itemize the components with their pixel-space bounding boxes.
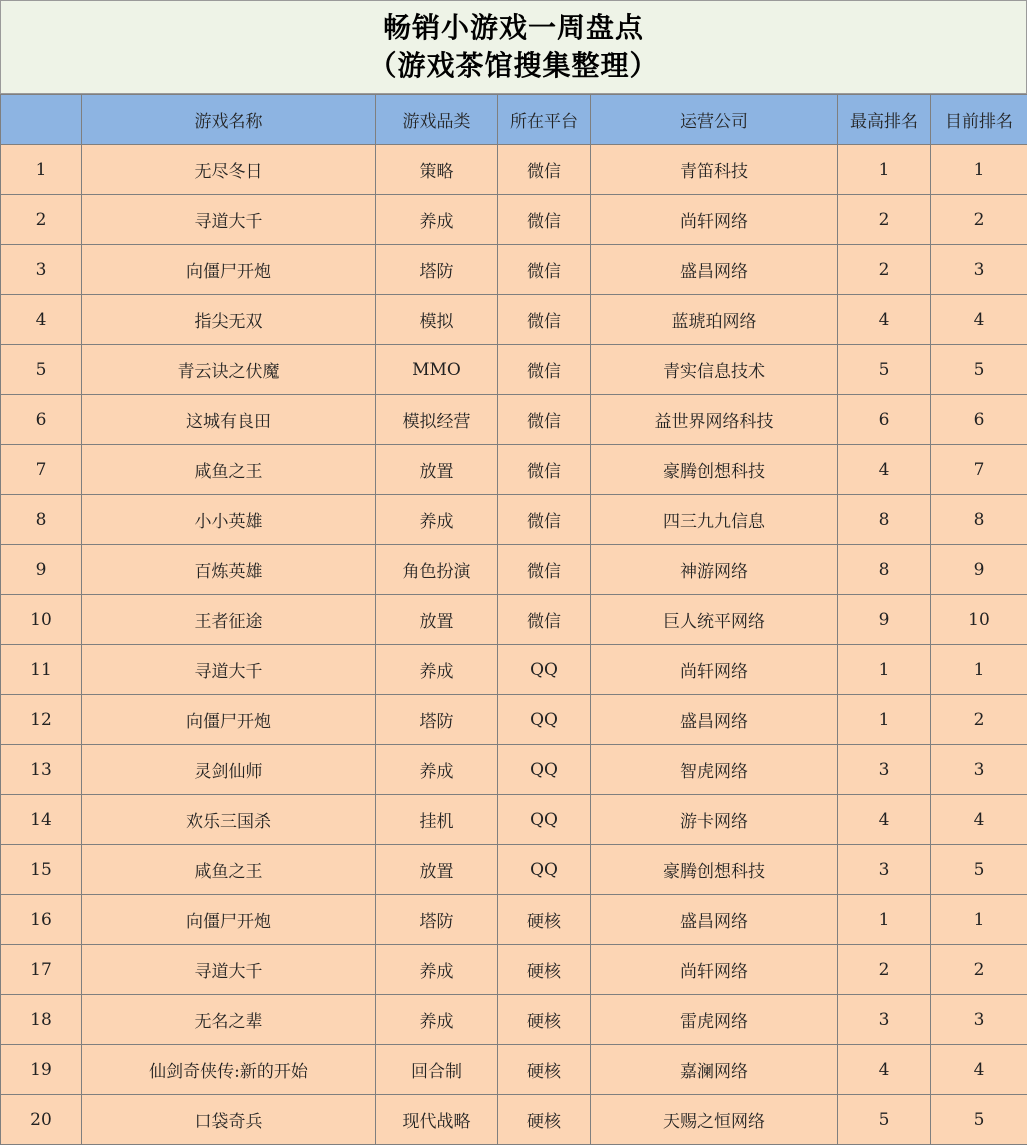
cell-highest-rank[interactable]: 2 <box>838 945 931 995</box>
cell-genre[interactable]: 养成 <box>376 745 498 795</box>
cell-current-rank[interactable]: 2 <box>931 945 1027 995</box>
cell-game-name[interactable]: 无尽冬日 <box>82 145 376 195</box>
table-row <box>1 145 1027 195</box>
cell-index[interactable]: 17 <box>1 945 82 995</box>
cell-index[interactable]: 9 <box>1 545 82 595</box>
cell-current-rank[interactable]: 3 <box>931 995 1027 1045</box>
cell-current-rank[interactable]: 5 <box>931 345 1027 395</box>
cell-highest-rank[interactable]: 3 <box>838 995 931 1045</box>
title-line-1: 畅销小游戏一周盘点 <box>383 9 644 47</box>
cell-publisher[interactable]: 益世界网络科技 <box>591 395 838 445</box>
table-row <box>1 845 1027 895</box>
cell-publisher[interactable]: 嘉澜网络 <box>591 1045 838 1095</box>
cell-highest-rank[interactable]: 5 <box>838 1095 931 1145</box>
cell-platform[interactable]: QQ <box>498 695 591 745</box>
cell-publisher[interactable]: 四三九九信息 <box>591 495 838 545</box>
cell-publisher[interactable]: 尚轩网络 <box>591 645 838 695</box>
cell-publisher[interactable]: 智虎网络 <box>591 745 838 795</box>
cell-genre[interactable]: 养成 <box>376 995 498 1045</box>
cell-highest-rank[interactable]: 3 <box>838 845 931 895</box>
cell-highest-rank[interactable]: 4 <box>838 445 931 495</box>
cell-index[interactable]: 11 <box>1 645 82 695</box>
cell-highest-rank[interactable]: 3 <box>838 745 931 795</box>
cell-platform[interactable]: QQ <box>498 645 591 695</box>
header-cell-platform[interactable]: 所在平台 <box>498 95 591 145</box>
cell-current-rank[interactable]: 5 <box>931 845 1027 895</box>
cell-game-name[interactable]: 寻道大千 <box>82 195 376 245</box>
table-header <box>1 95 1027 145</box>
cell-genre[interactable]: 养成 <box>376 495 498 545</box>
cell-platform[interactable]: 硬核 <box>498 1095 591 1145</box>
cell-platform[interactable]: 硬核 <box>498 945 591 995</box>
title-line-2: （游戏茶馆搜集整理） <box>368 47 658 85</box>
cell-genre[interactable]: 养成 <box>376 645 498 695</box>
cell-genre[interactable]: 塔防 <box>376 245 498 295</box>
cell-game-name[interactable]: 寻道大千 <box>82 645 376 695</box>
cell-current-rank[interactable]: 4 <box>931 795 1027 845</box>
cell-platform[interactable]: 微信 <box>498 195 591 245</box>
table-row <box>1 695 1027 745</box>
header-cell-genre[interactable]: 游戏品类 <box>376 95 498 145</box>
table-row <box>1 295 1027 345</box>
table-row <box>1 1045 1027 1095</box>
cell-publisher[interactable]: 青笛科技 <box>591 145 838 195</box>
cell-index[interactable]: 7 <box>1 445 82 495</box>
cell-index[interactable]: 20 <box>1 1095 82 1145</box>
cell-index[interactable]: 14 <box>1 795 82 845</box>
cell-index[interactable]: 19 <box>1 1045 82 1095</box>
cell-index[interactable]: 6 <box>1 395 82 445</box>
table-row <box>1 345 1027 395</box>
cell-genre[interactable]: 放置 <box>376 445 498 495</box>
table-row <box>1 995 1027 1045</box>
cell-highest-rank[interactable]: 2 <box>838 195 931 245</box>
cell-genre[interactable]: 回合制 <box>376 1045 498 1095</box>
cell-index[interactable]: 2 <box>1 195 82 245</box>
cell-genre[interactable]: 养成 <box>376 945 498 995</box>
cell-genre[interactable]: 挂机 <box>376 795 498 845</box>
cell-genre[interactable]: 角色扮演 <box>376 545 498 595</box>
cell-platform[interactable]: QQ <box>498 795 591 845</box>
cell-game-name[interactable]: 向僵尸开炮 <box>82 895 376 945</box>
table-row <box>1 495 1027 545</box>
cell-index[interactable]: 3 <box>1 245 82 295</box>
table-row <box>1 945 1027 995</box>
table-body <box>1 145 1027 1145</box>
cell-current-rank[interactable]: 9 <box>931 545 1027 595</box>
cell-index[interactable]: 12 <box>1 695 82 745</box>
header-cell-publisher[interactable]: 运营公司 <box>591 95 838 145</box>
cell-highest-rank[interactable]: 6 <box>838 395 931 445</box>
cell-genre[interactable]: 模拟经营 <box>376 395 498 445</box>
cell-current-rank[interactable]: 1 <box>931 145 1027 195</box>
table-row <box>1 395 1027 445</box>
cell-highest-rank[interactable]: 1 <box>838 695 931 745</box>
cell-current-rank[interactable]: 10 <box>931 595 1027 645</box>
cell-index[interactable]: 5 <box>1 345 82 395</box>
cell-genre[interactable]: 塔防 <box>376 895 498 945</box>
cell-current-rank[interactable]: 2 <box>931 695 1027 745</box>
cell-platform[interactable]: 硬核 <box>498 995 591 1045</box>
cell-game-name[interactable]: 向僵尸开炮 <box>82 245 376 295</box>
table-row <box>1 245 1027 295</box>
cell-publisher[interactable]: 尚轩网络 <box>591 195 838 245</box>
cell-platform[interactable]: 微信 <box>498 595 591 645</box>
cell-game-name[interactable]: 指尖无双 <box>82 295 376 345</box>
cell-index[interactable]: 8 <box>1 495 82 545</box>
cell-index[interactable]: 15 <box>1 845 82 895</box>
cell-game-name[interactable]: 咸鱼之王 <box>82 845 376 895</box>
cell-publisher[interactable]: 雷虎网络 <box>591 995 838 1045</box>
cell-index[interactable]: 10 <box>1 595 82 645</box>
table-row <box>1 595 1027 645</box>
table-row <box>1 795 1027 845</box>
cell-current-rank[interactable]: 4 <box>931 1045 1027 1095</box>
header-row <box>1 95 1027 145</box>
cell-platform[interactable]: QQ <box>498 845 591 895</box>
cell-game-name[interactable]: 仙剑奇侠传:新的开始 <box>82 1045 376 1095</box>
table-row <box>1 745 1027 795</box>
cell-publisher[interactable]: 蓝琥珀网络 <box>591 295 838 345</box>
cell-highest-rank[interactable]: 4 <box>838 795 931 845</box>
cell-publisher[interactable]: 盛昌网络 <box>591 895 838 945</box>
cell-index[interactable]: 1 <box>1 145 82 195</box>
table-row <box>1 445 1027 495</box>
cell-index[interactable]: 16 <box>1 895 82 945</box>
cell-game-name[interactable]: 王者征途 <box>82 595 376 645</box>
cell-game-name[interactable]: 灵剑仙师 <box>82 745 376 795</box>
cell-game-name[interactable]: 口袋奇兵 <box>82 1095 376 1145</box>
title-block <box>0 0 1027 94</box>
cell-current-rank[interactable]: 3 <box>931 745 1027 795</box>
cell-game-name[interactable]: 咸鱼之王 <box>82 445 376 495</box>
table-row <box>1 545 1027 595</box>
cell-genre[interactable]: 模拟 <box>376 295 498 345</box>
cell-publisher[interactable]: 游卡网络 <box>591 795 838 845</box>
cell-game-name[interactable]: 寻道大千 <box>82 945 376 995</box>
cell-index[interactable]: 4 <box>1 295 82 345</box>
cell-publisher[interactable]: 青实信息技术 <box>591 345 838 395</box>
header-cell-highest-rank[interactable]: 最高排名 <box>838 95 931 145</box>
cell-current-rank[interactable]: 6 <box>931 395 1027 445</box>
cell-publisher[interactable]: 豪腾创想科技 <box>591 845 838 895</box>
cell-game-name[interactable]: 向僵尸开炮 <box>82 695 376 745</box>
cell-game-name[interactable]: 百炼英雄 <box>82 545 376 595</box>
header-cell-index[interactable] <box>1 95 82 145</box>
cell-publisher[interactable]: 巨人统平网络 <box>591 595 838 645</box>
ranking-table <box>0 94 1027 1145</box>
cell-genre[interactable]: 放置 <box>376 845 498 895</box>
header-cell-game-name[interactable]: 游戏名称 <box>82 95 376 145</box>
cell-current-rank[interactable]: 1 <box>931 895 1027 945</box>
cell-platform[interactable]: 微信 <box>498 395 591 445</box>
cell-game-name[interactable]: 这城有良田 <box>82 395 376 445</box>
cell-platform[interactable]: 硬核 <box>498 1045 591 1095</box>
cell-highest-rank[interactable]: 1 <box>838 895 931 945</box>
cell-current-rank[interactable]: 8 <box>931 495 1027 545</box>
cell-platform[interactable]: 微信 <box>498 295 591 345</box>
cell-publisher[interactable]: 豪腾创想科技 <box>591 445 838 495</box>
cell-platform[interactable]: 微信 <box>498 345 591 395</box>
cell-game-name[interactable]: 无名之辈 <box>82 995 376 1045</box>
cell-genre[interactable]: 现代战略 <box>376 1095 498 1145</box>
cell-current-rank[interactable]: 2 <box>931 195 1027 245</box>
cell-highest-rank[interactable]: 8 <box>838 495 931 545</box>
cell-highest-rank[interactable]: 5 <box>838 345 931 395</box>
cell-index[interactable]: 18 <box>1 995 82 1045</box>
cell-highest-rank[interactable]: 1 <box>838 645 931 695</box>
cell-publisher[interactable]: 尚轩网络 <box>591 945 838 995</box>
cell-game-name[interactable]: 青云诀之伏魔 <box>82 345 376 395</box>
cell-genre[interactable]: 放置 <box>376 595 498 645</box>
cell-publisher[interactable]: 盛昌网络 <box>591 695 838 745</box>
cell-genre[interactable]: 养成 <box>376 195 498 245</box>
cell-current-rank[interactable]: 7 <box>931 445 1027 495</box>
cell-publisher[interactable]: 盛昌网络 <box>591 245 838 295</box>
cell-highest-rank[interactable]: 2 <box>838 245 931 295</box>
cell-platform[interactable]: 微信 <box>498 445 591 495</box>
cell-publisher[interactable]: 天赐之恒网络 <box>591 1095 838 1145</box>
cell-platform[interactable]: 微信 <box>498 495 591 545</box>
cell-current-rank[interactable]: 4 <box>931 295 1027 345</box>
cell-current-rank[interactable]: 5 <box>931 1095 1027 1145</box>
cell-highest-rank[interactable]: 4 <box>838 295 931 345</box>
cell-current-rank[interactable]: 1 <box>931 645 1027 695</box>
cell-platform[interactable]: 硬核 <box>498 895 591 945</box>
table-row <box>1 645 1027 695</box>
table-row <box>1 195 1027 245</box>
table-row <box>1 1095 1027 1145</box>
cell-highest-rank[interactable]: 9 <box>838 595 931 645</box>
cell-index[interactable]: 13 <box>1 745 82 795</box>
cell-genre[interactable]: MMO <box>376 345 498 395</box>
table-row <box>1 895 1027 945</box>
cell-highest-rank[interactable]: 1 <box>838 145 931 195</box>
cell-platform[interactable]: 微信 <box>498 145 591 195</box>
cell-highest-rank[interactable]: 8 <box>838 545 931 595</box>
cell-game-name[interactable]: 小小英雄 <box>82 495 376 545</box>
cell-publisher[interactable]: 神游网络 <box>591 545 838 595</box>
cell-genre[interactable]: 塔防 <box>376 695 498 745</box>
header-cell-current-rank[interactable]: 目前排名 <box>931 95 1027 145</box>
cell-platform[interactable]: QQ <box>498 745 591 795</box>
cell-platform[interactable]: 微信 <box>498 545 591 595</box>
cell-game-name[interactable]: 欢乐三国杀 <box>82 795 376 845</box>
cell-platform[interactable]: 微信 <box>498 245 591 295</box>
cell-highest-rank[interactable]: 4 <box>838 1045 931 1095</box>
cell-genre[interactable]: 策略 <box>376 145 498 195</box>
cell-current-rank[interactable]: 3 <box>931 245 1027 295</box>
